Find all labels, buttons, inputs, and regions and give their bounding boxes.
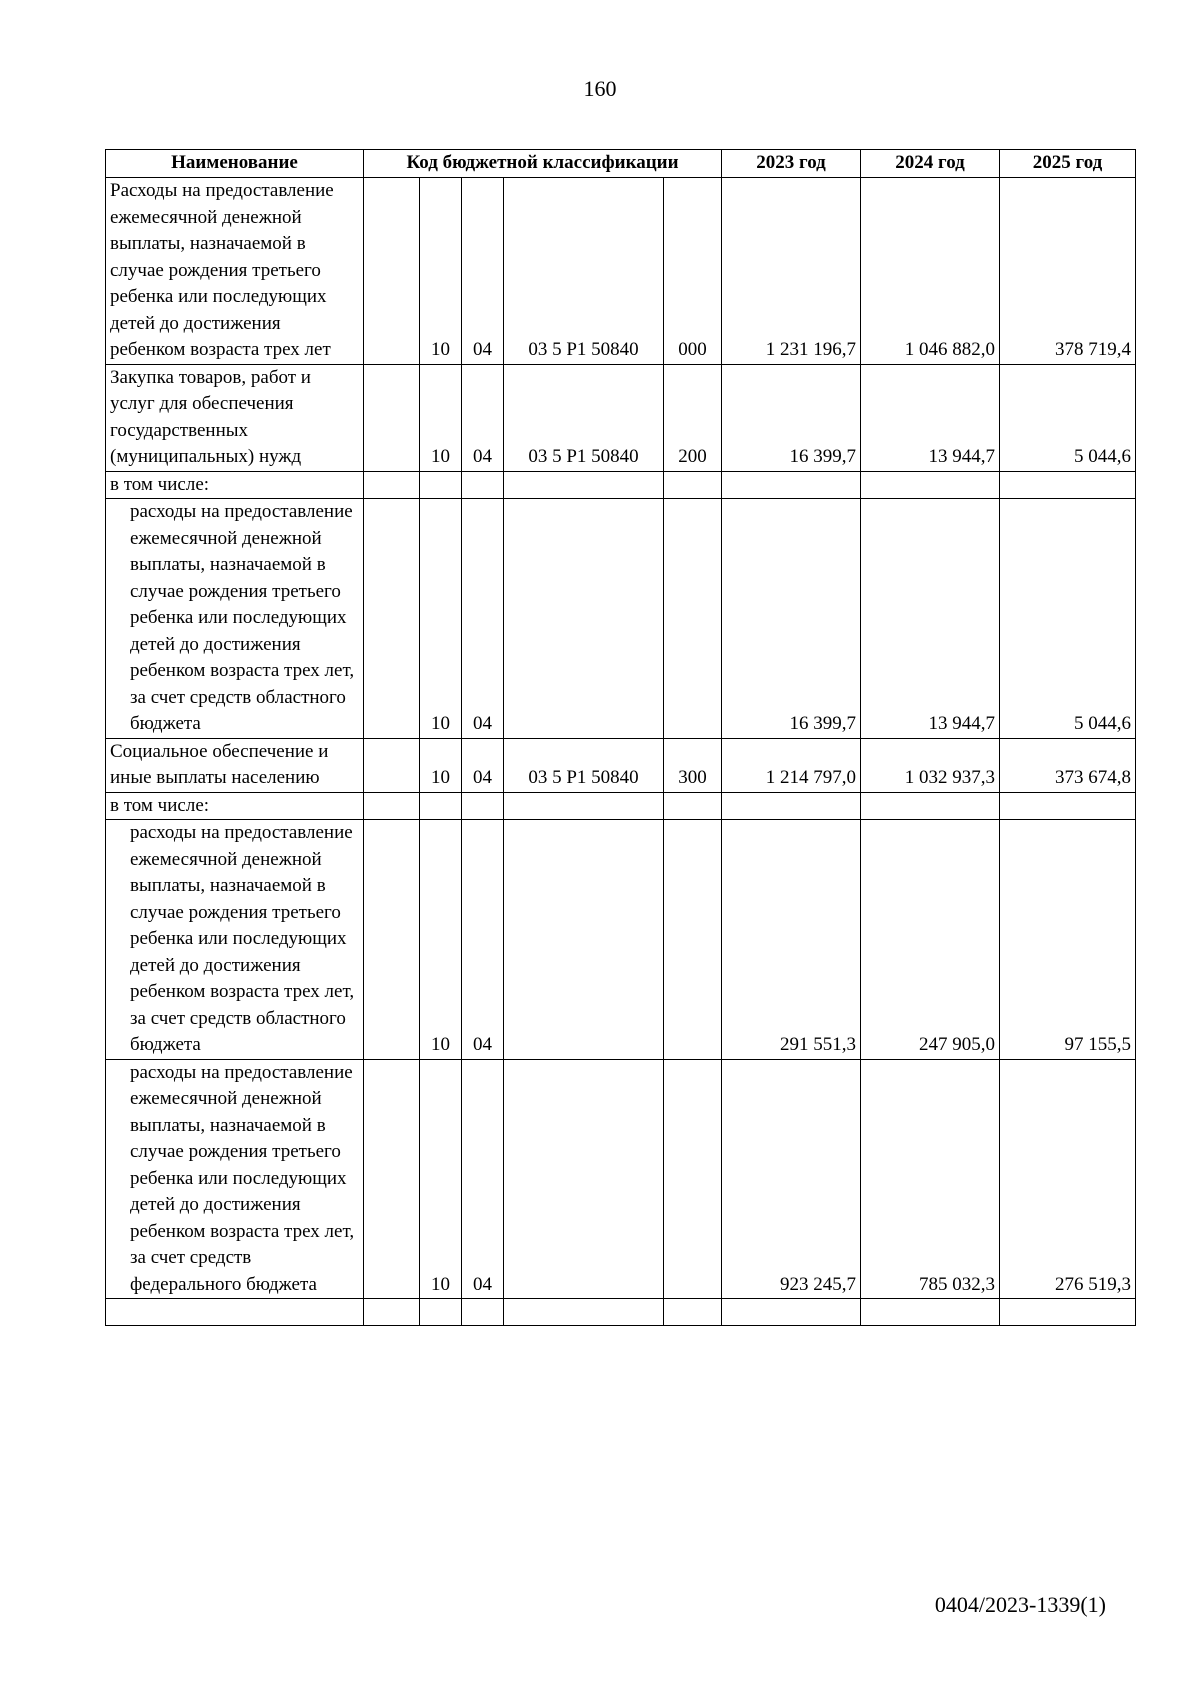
row-2025: 97 155,5 [1000, 820, 1136, 1060]
budget-table [105, 149, 1136, 1326]
header-name: Наименование [106, 150, 364, 178]
row-2023: 16 399,7 [722, 364, 861, 471]
row-vr: 300 [664, 738, 722, 792]
row-rz: 10 [420, 364, 462, 471]
row-2025: 276 519,3 [1000, 1059, 1136, 1299]
row-2024: 13 944,7 [861, 499, 1000, 739]
row-name: Закупка товаров, работ и услуг для обеспечения государственных (муниципальных) нужд [106, 364, 364, 471]
row-rz: 10 [420, 1059, 462, 1299]
row-csr: 03 5 P1 50840 [504, 738, 664, 792]
row-2024: 1 046 882,0 [861, 178, 1000, 365]
row-rz: 10 [420, 738, 462, 792]
table-row [106, 1059, 1136, 1299]
table-row [106, 364, 1136, 471]
table-row [106, 792, 1136, 820]
table-row [106, 738, 1136, 792]
row-2024: 1 032 937,3 [861, 738, 1000, 792]
table-row-empty [106, 1299, 1136, 1326]
table-row [106, 499, 1136, 739]
row-empty-code [364, 364, 420, 471]
row-name: расходы на предоставление ежемесячной денежной выплаты, назначаемой в случае рождения третьего ребенка или последующих детей до достижения ребенком возраста трех лет, за счет средств областного бюджета [106, 499, 364, 739]
row-2024: 785 032,3 [861, 1059, 1000, 1299]
row-name: в том числе: [106, 792, 364, 820]
header-2023: 2023 год [722, 150, 861, 178]
row-pr: 04 [462, 499, 504, 739]
row-pr: 04 [462, 738, 504, 792]
row-name: расходы на предоставление ежемесячной денежной выплаты, назначаемой в случае рождения третьего ребенка или последующих детей до достижения ребенком возраста трех лет, за счет средств областного бюджета [106, 820, 364, 1060]
row-pr: 04 [462, 820, 504, 1060]
table-row [106, 820, 1136, 1060]
document-number: 0404/2023-1339(1) [934, 1592, 1106, 1617]
row-csr [504, 1059, 664, 1299]
row-rz: 10 [420, 820, 462, 1060]
row-2023: 923 245,7 [722, 1059, 861, 1299]
row-csr [504, 499, 664, 739]
row-2025: 5 044,6 [1000, 364, 1136, 471]
header-2025: 2025 год [1000, 150, 1136, 178]
page-number: 160 [583, 76, 617, 101]
row-vr: 200 [664, 364, 722, 471]
row-pr: 04 [462, 364, 504, 471]
row-empty-code [364, 820, 420, 1060]
row-2025: 373 674,8 [1000, 738, 1136, 792]
row-2023: 1 214 797,0 [722, 738, 861, 792]
row-csr: 03 5 P1 50840 [504, 178, 664, 365]
row-name: расходы на предоставление ежемесячной денежной выплаты, назначаемой в случае рождения третьего ребенка или последующих детей до достижения ребенком возраста трех лет, за счет средств федерального бюджета [106, 1059, 364, 1299]
row-vr [664, 499, 722, 739]
table-header-row [106, 150, 1136, 178]
row-empty-code [364, 178, 420, 365]
row-2025: 5 044,6 [1000, 499, 1136, 739]
row-vr [664, 820, 722, 1060]
row-csr: 03 5 P1 50840 [504, 364, 664, 471]
row-name: Социальное обеспечение и иные выплаты населению [106, 738, 364, 792]
row-2023: 1 231 196,7 [722, 178, 861, 365]
row-2024: 247 905,0 [861, 820, 1000, 1060]
row-empty-code [364, 738, 420, 792]
row-2024: 13 944,7 [861, 364, 1000, 471]
row-pr: 04 [462, 1059, 504, 1299]
header-2024: 2024 год [861, 150, 1000, 178]
row-name: Расходы на предоставление ежемесячной денежной выплаты, назначаемой в случае рождения третьего ребенка или последующих детей до достижения ребенком возраста трех лет [106, 178, 364, 365]
table-row [106, 471, 1136, 499]
row-empty-code [364, 1059, 420, 1299]
table-row [106, 178, 1136, 365]
row-2025: 378 719,4 [1000, 178, 1136, 365]
row-name: в том числе: [106, 471, 364, 499]
row-2023: 16 399,7 [722, 499, 861, 739]
header-code: Код бюджетной классификации [364, 150, 722, 178]
row-csr [504, 820, 664, 1060]
row-vr: 000 [664, 178, 722, 365]
row-empty-code [364, 499, 420, 739]
row-rz: 10 [420, 499, 462, 739]
row-vr [664, 1059, 722, 1299]
row-rz: 10 [420, 178, 462, 365]
row-2023: 291 551,3 [722, 820, 861, 1060]
row-pr: 04 [462, 178, 504, 365]
